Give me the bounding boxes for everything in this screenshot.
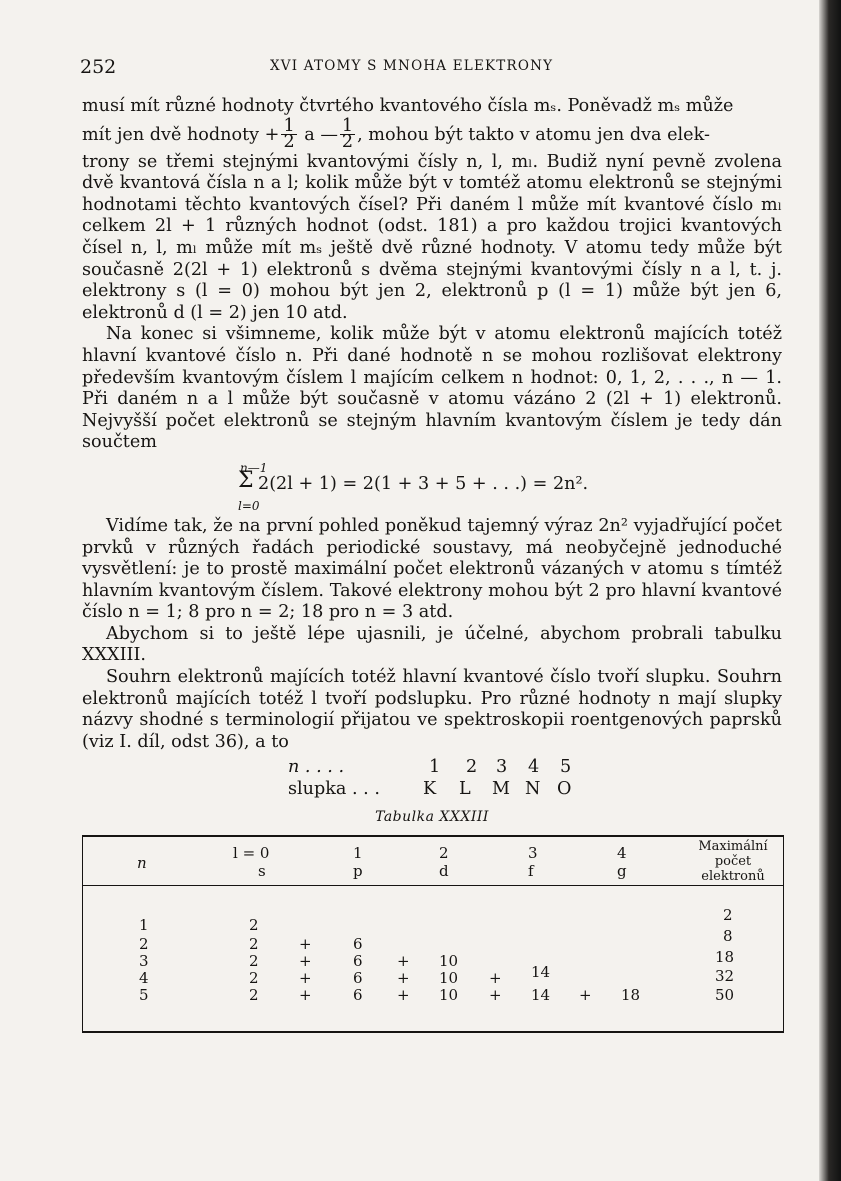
cell-value: 6	[353, 952, 363, 971]
fraction-half	[281, 116, 296, 153]
cell-value: 14	[531, 986, 551, 1005]
shell-names	[82, 755, 782, 803]
fraction-numerator: 1	[341, 116, 354, 137]
table-row	[83, 948, 783, 971]
plus-sign: +	[299, 952, 312, 971]
shell-letter: K	[423, 779, 437, 800]
cell-value: 2	[249, 935, 259, 954]
shell-n-label: n . . . .	[288, 757, 345, 778]
shell-letter: O	[557, 779, 572, 800]
cell-value: 10	[439, 969, 459, 988]
table-header	[83, 837, 783, 886]
fraction-numerator: 1	[283, 116, 295, 137]
sigma-symbol: Σ	[238, 467, 254, 493]
subshell-letter: f	[528, 862, 534, 881]
shell-n-value: 3	[496, 757, 508, 778]
text: , mohou být takto v atomu jen dva elek-	[357, 124, 710, 145]
table-row	[83, 927, 783, 954]
cell-value: 14	[531, 963, 551, 982]
para1-rest: trony se třemi stejnými kvantovými čísly n, l, mₗ. Budiž nyní pevně zvolena dvě kvantová čísla n a l; kolik může být v tomtéž atomu elektronů se stejnými hodnotami těchto kvantových čísel? Při daném l může mít kvantové číslo mₗ celkem 2l + 1 různých hodnot (odst. 181) a pro každou trojici kvantových čísel n, l, mₗ může mít mₛ ještě dvě různé hodnoty. V atomu tedy může být současně 2(2l + 1) elektronů s dvěma stejnými kvantovými čísly n a l, t. j. elektrony s (l = 0) mohou být jen 2, elektronů p (l = 1) může být jen 6, elektronů d (l = 2) jen 10 atd.	[82, 151, 782, 323]
shell-n-value: 1	[429, 757, 441, 778]
para2: Na konec si všimneme, kolik může být v atomu elektronů majících totéž hlavní kvantové číslo n. Při dané hodnotě n se mohou rozlišovat elektrony především kvantovým číslem l majícím celkem n hodnot: 0, 1, 2, . . ., n — 1. Při daném n a l může být současně v atomu vázáno 2 (2l + 1) elektronů. Nejvyšší počet elektronů se stejným hlavním kvantovým číslem je tedy dán součtem	[82, 324, 782, 453]
para5: Souhrn elektronů majících totéž hlavní kvantové číslo tvoří slupku. Souhrn elektronů majících totéž l tvoří podslupku. Pro různé hodnoty n mají slupky názvy shodné s terminologií přijatou ve spektroskopii roentgenových paprsků (viz I. díl, odst 36), a to	[82, 667, 782, 752]
cell-value: 6	[353, 935, 363, 954]
plus-sign: +	[299, 935, 312, 954]
table-row	[83, 963, 783, 988]
sum-equation	[82, 458, 782, 513]
shell-label: slupka . . .	[288, 779, 380, 800]
row-n: 1	[139, 916, 149, 935]
cell-value: 6	[353, 986, 363, 1005]
fraction-denominator: 2	[283, 132, 295, 153]
para3: Vidíme tak, že na první pohled poněkud tajemný výraz 2n² vyjadřující počet prvků v různých řadách periodické soustavy, má neobyčejně jednoduché vysvětlení: je to prostě maximální počet elektronů vázaných v atomu s tímtéž hlavním kvantovým číslem. Takové elektrony mohou být 2 pro hlavní kvantové číslo n = 1; 8 pro n = 2; 18 pro n = 3 atd.	[82, 515, 782, 623]
max-value: 18	[715, 948, 735, 967]
plus-sign: +	[397, 969, 410, 988]
sum-expression: 2(2l + 1) = 2(1 + 3 + 5 + . . .) = 2n².	[258, 473, 589, 494]
cell-value: 6	[353, 969, 363, 988]
shell-letter: M	[492, 779, 511, 800]
shell-letter: N	[525, 779, 541, 800]
subshell-letter: p	[353, 862, 363, 881]
col-l4-header: 4	[617, 844, 627, 863]
max-value: 2	[723, 906, 733, 925]
subshell-letter: d	[439, 862, 449, 881]
subshell-letter: s	[258, 862, 266, 881]
shell-n-value: 4	[528, 757, 540, 778]
cell-value: 2	[249, 986, 259, 1005]
cell-value: 2	[249, 952, 259, 971]
sum-lower-limit: l=0	[238, 498, 260, 513]
row-n: 2	[139, 935, 149, 954]
chapter-title: XVI ATOMY S MNOHA ELEKTRONY	[270, 58, 554, 74]
fraction-half	[340, 116, 355, 153]
col-n-header: n	[137, 854, 147, 873]
para4: Abychom si to ještě lépe ujasnili, je účelné, abychom probrali tabulku XXXIII.	[82, 623, 782, 666]
text: a —	[298, 124, 338, 145]
running-header	[80, 56, 780, 82]
shell-n-value: 2	[466, 757, 478, 778]
page-body	[82, 96, 782, 1033]
max-header-line: počet	[714, 854, 752, 870]
plus-sign: +	[579, 986, 592, 1005]
plus-sign: +	[489, 986, 502, 1005]
row-n: 4	[139, 969, 149, 988]
row-n: 5	[139, 986, 149, 1005]
cell-value: 18	[621, 986, 641, 1005]
row-n: 3	[139, 952, 149, 971]
col-l0-header: l = 0	[233, 844, 270, 863]
fraction-denominator: 2	[341, 132, 354, 153]
para1-line2	[82, 118, 782, 152]
col-l1-header: 1	[353, 844, 363, 863]
plus-sign: +	[397, 986, 410, 1005]
subshell-letter: g	[617, 862, 627, 881]
page-edge-shadow	[819, 0, 841, 1181]
plus-sign: +	[397, 952, 410, 971]
para1-line1: musí mít různé hodnoty čtvrtého kvantového čísla mₛ. Poněvadž mₛ může	[82, 96, 734, 116]
page-number: 252	[80, 56, 117, 78]
table-caption: Tabulka XXXIII	[375, 809, 489, 826]
max-header-line: elektronů	[701, 869, 765, 885]
text: mít jen dvě hodnoty +	[82, 124, 280, 145]
col-l3-header: 3	[528, 844, 538, 863]
max-header-line: Maximální	[698, 839, 768, 855]
cell-value: 2	[249, 916, 259, 935]
shell-letter: L	[459, 779, 471, 800]
table-row	[83, 985, 783, 1005]
col-l2-header: 2	[439, 844, 449, 863]
cell-value: 10	[439, 986, 459, 1005]
plus-sign: +	[299, 986, 312, 1005]
table-xxxiii	[82, 835, 784, 1033]
table-row	[83, 906, 783, 935]
max-header	[685, 839, 781, 884]
max-value: 32	[715, 967, 735, 986]
plus-sign: +	[299, 969, 312, 988]
cell-value: 10	[439, 952, 459, 971]
max-value: 50	[715, 986, 735, 1005]
max-value: 8	[723, 927, 733, 946]
plus-sign: +	[489, 969, 502, 988]
shell-n-value: 5	[560, 757, 572, 778]
cell-value: 2	[249, 969, 259, 988]
sum-upper-limit: n—1	[240, 460, 268, 475]
